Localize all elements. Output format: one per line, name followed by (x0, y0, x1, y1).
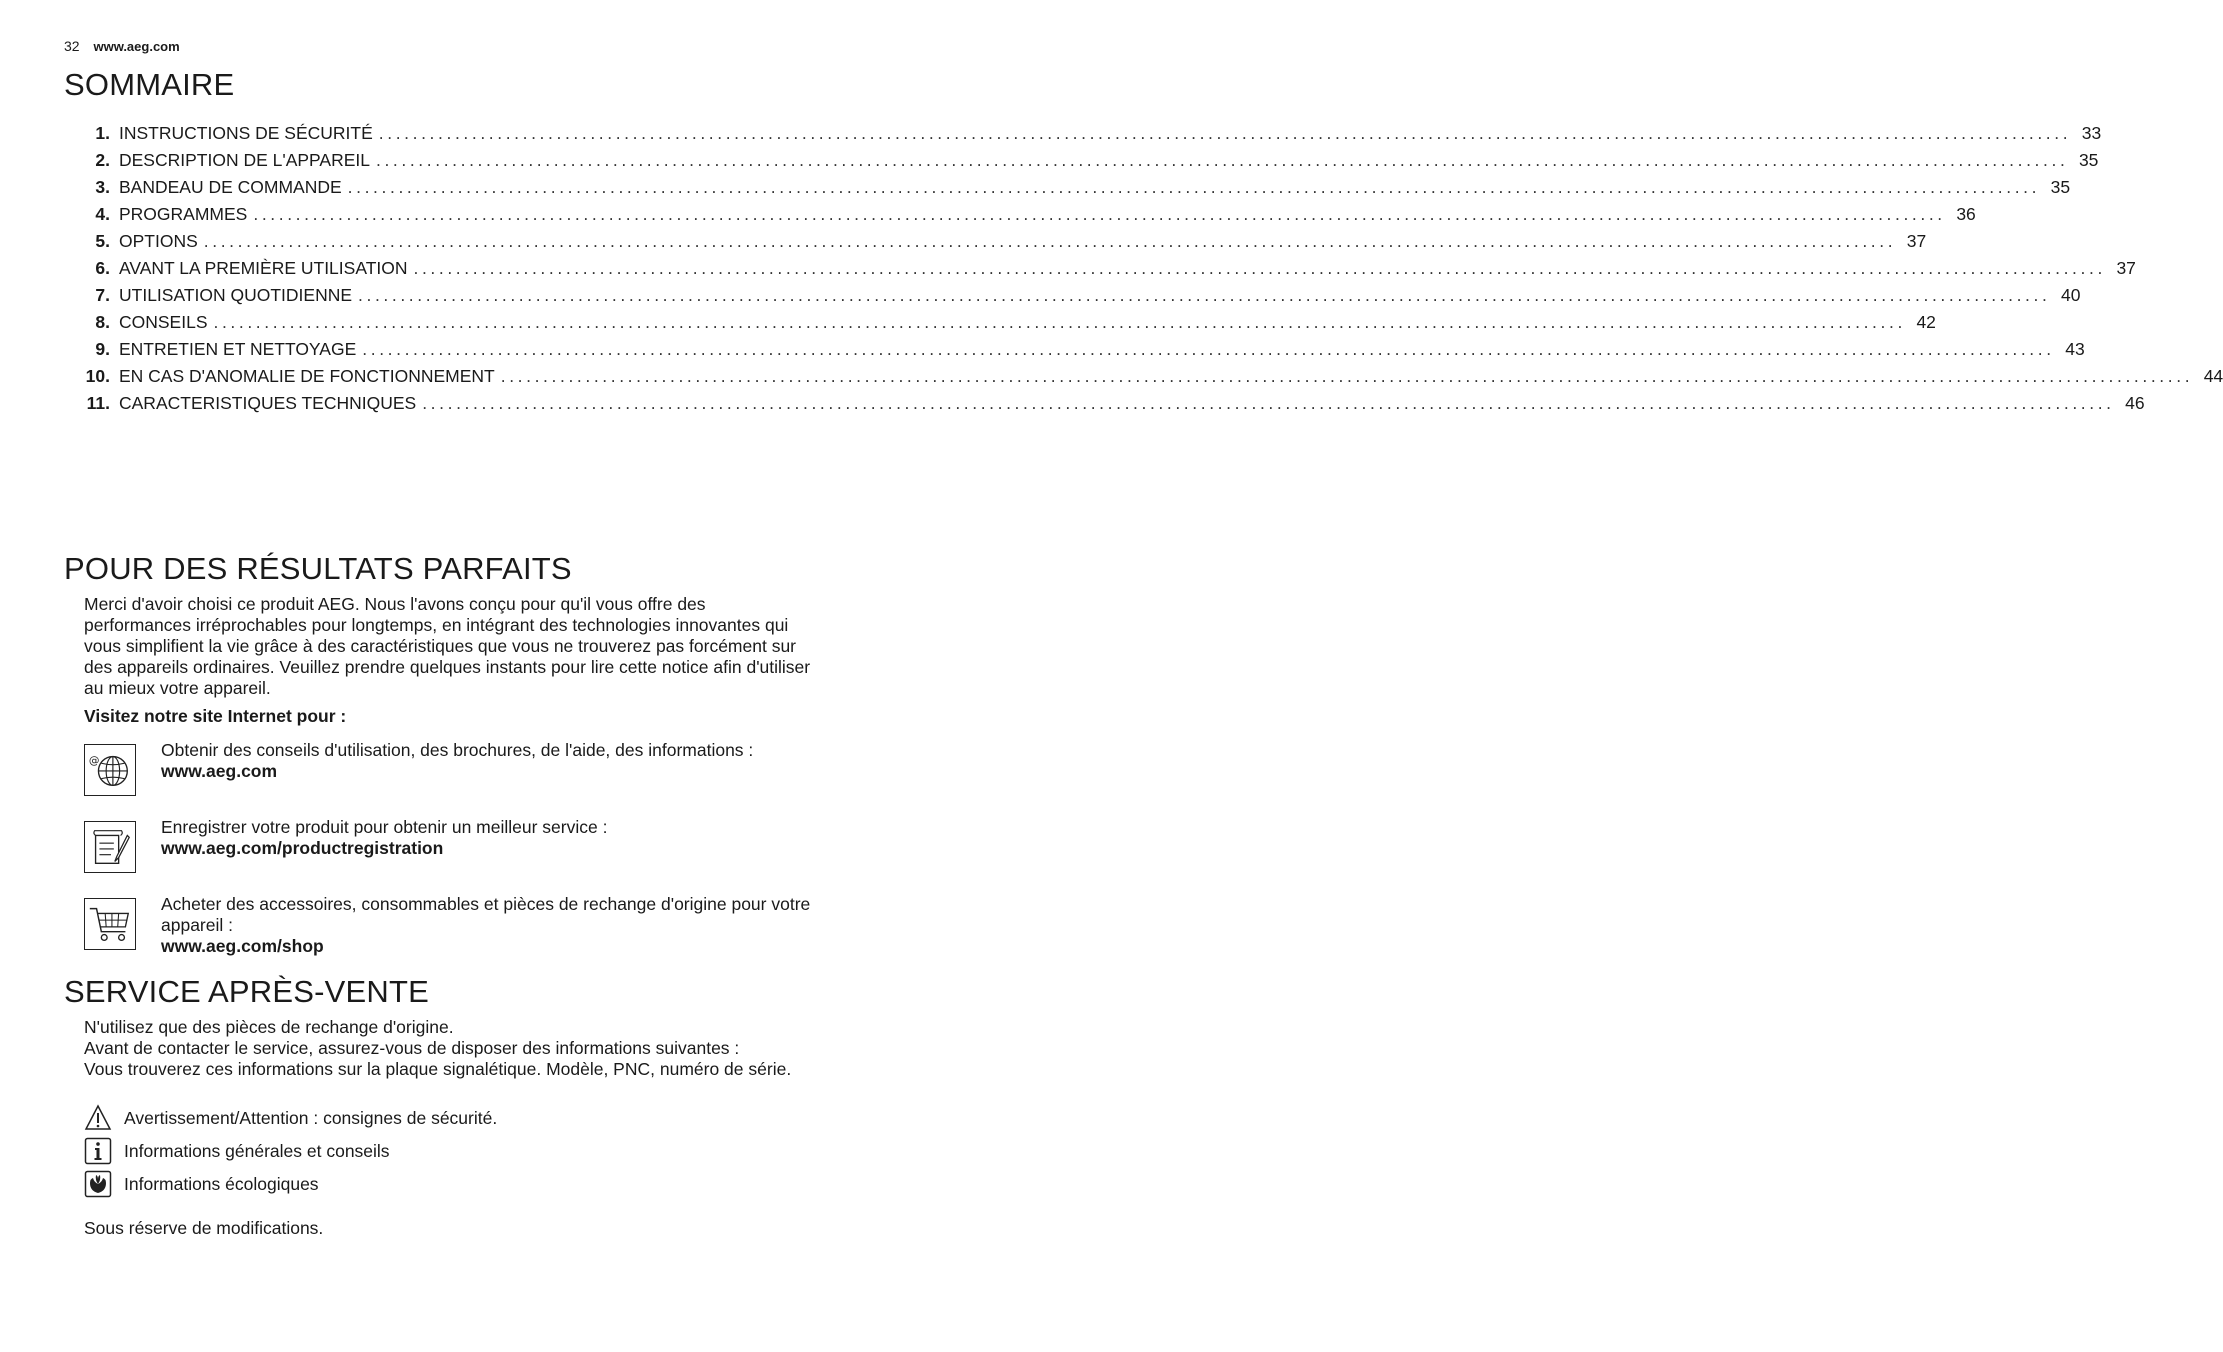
toc-title: BANDEAU DE COMMANDE (119, 177, 342, 197)
toc-title: INSTRUCTIONS DE SÉCURITÉ (119, 123, 373, 143)
toc-number: 6. (95, 258, 110, 278)
toc-item[interactable] (64, 228, 1927, 255)
toc-page: 36 (1956, 204, 1976, 224)
shop-link[interactable]: www.aeg.com/shop (161, 936, 324, 956)
service-text-line: Acheter des accessoires, consommables et pièces de rechange d'origine pour votre (161, 894, 811, 914)
toc-page: 40 (2060, 285, 2081, 305)
service-line: N'utilisez que des pièces de rechange d'origine. (84, 1017, 454, 1037)
toc-title: OPTIONS (119, 231, 198, 251)
table-of-contents (64, 120, 2223, 417)
toc-number: 5. (95, 231, 110, 251)
header-site-link[interactable]: www.aeg.com (93, 39, 180, 54)
toc-title: ENTRETIEN ET NETTOYAGE (119, 339, 357, 359)
toc-item[interactable] (64, 201, 1976, 228)
toc-leader: ........................................................................................................................................................................................................ (378, 123, 2072, 143)
toc-number: 1. (95, 123, 110, 143)
intro-paragraph (84, 594, 899, 699)
toc-title: PROGRAMMES (119, 204, 248, 224)
shopping-cart-icon (84, 898, 136, 950)
toc-title: EN CAS D'ANOMALIE DE FONCTIONNEMENT (119, 366, 495, 386)
toc-number: 11. (86, 393, 110, 413)
legend-text: Informations écologiques (124, 1174, 319, 1194)
support-link[interactable]: www.aeg.com (161, 761, 278, 781)
toc-item[interactable] (64, 363, 2223, 390)
service-paragraph (84, 1017, 899, 1080)
service-text-line: appareil : (161, 915, 233, 935)
registration-form-icon (84, 821, 136, 873)
toc-number: 10. (85, 366, 110, 386)
toc-item[interactable] (64, 309, 1936, 336)
toc-leader: ........................................................................................................................................................................................................ (358, 285, 2051, 305)
eco-leaf-icon (84, 1170, 112, 1198)
toc-title: DESCRIPTION DE L'APPAREIL (119, 150, 370, 170)
toc-page: 43 (2065, 339, 2085, 359)
toc-leader: ........................................................................................................................................................................................................ (253, 204, 1946, 224)
service-description (161, 740, 901, 782)
toc-leader: ........................................................................................................................................................................................................ (213, 312, 1906, 332)
toc-number: 3. (95, 177, 110, 197)
toc-leader: ........................................................................................................................................................................................................ (500, 366, 2194, 386)
toc-page: 42 (1916, 312, 1936, 332)
legend-text: Informations générales et conseils (124, 1141, 390, 1161)
visit-label: Visitez notre site Internet pour : (84, 706, 347, 726)
toc-title: CONSEILS (119, 312, 208, 332)
service-text-line: Enregistrer votre produit pour obtenir un meilleur service : (161, 817, 608, 837)
toc-item[interactable] (64, 390, 2145, 417)
toc-number: 2. (95, 150, 110, 170)
toc-item[interactable] (64, 120, 2102, 147)
toc-item[interactable] (64, 174, 2071, 201)
svg-text:@: @ (88, 755, 100, 768)
registration-link[interactable]: www.aeg.com/productregistration (161, 838, 444, 858)
toc-leader: ........................................................................................................................................................................................................ (203, 231, 1897, 251)
toc-title: CARACTERISTIQUES TECHNIQUES (119, 393, 417, 413)
intro-line: des appareils ordinaires. Veuillez prendre quelques instants pour lire cette notice afin d'utiliser (84, 657, 811, 677)
service-description (161, 817, 901, 859)
toc-number: 7. (95, 285, 110, 305)
resultats-heading: POUR DES RÉSULTATS PARFAITS (64, 551, 572, 586)
toc-leader: ........................................................................................................................................................................................................ (347, 177, 2041, 197)
intro-line: performances irréprochables pour longtemps, en intégrant des technologies innovantes qui (84, 615, 789, 635)
toc-page: 44 (2203, 366, 2223, 386)
toc-title: UTILISATION QUOTIDIENNE (119, 285, 353, 305)
service-line: Avant de contacter le service, assurez-vous de disposer des informations suivantes : (84, 1038, 740, 1058)
toc-number: 4. (95, 204, 110, 224)
toc-title: AVANT LA PREMIÈRE UTILISATION (119, 258, 408, 278)
page-number: 32 (64, 38, 80, 54)
toc-number: 9. (95, 339, 110, 359)
info-icon (84, 1137, 112, 1165)
legend-text: Avertissement/Attention : consignes de sécurité. (124, 1108, 498, 1128)
toc-page: 46 (2125, 393, 2145, 413)
toc-page: 37 (2116, 258, 2136, 278)
toc-leader: ........................................................................................................................................................................................................ (376, 150, 2069, 170)
page-header (64, 38, 180, 54)
footer-note: Sous réserve de modifications. (84, 1218, 324, 1238)
service-text-line: Obtenir des conseils d'utilisation, des brochures, de l'aide, des informations : (161, 740, 754, 760)
intro-line: au mieux votre appareil. (84, 678, 271, 698)
toc-page: 35 (2050, 177, 2071, 197)
toc-number: 8. (95, 312, 110, 332)
toc-page: 33 (2081, 123, 2102, 143)
toc-item[interactable] (64, 336, 2085, 363)
intro-line: Merci d'avoir choisi ce produit AEG. Nous l'avons conçu pour qu'il vous offre des (84, 594, 706, 614)
intro-line: vous simplifient la vie grâce à des caractéristiques que vous ne trouverez pas forcément sur (84, 636, 797, 656)
toc-leader: ........................................................................................................................................................................................................ (362, 339, 2055, 359)
toc-item[interactable] (64, 282, 2081, 309)
toc-item[interactable] (64, 147, 2099, 174)
service-line: Vous trouverez ces informations sur la plaque signalétique. Modèle, PNC, numéro de série. (84, 1059, 792, 1079)
globe-icon (84, 744, 136, 796)
service-heading: SERVICE APRÈS-VENTE (64, 974, 430, 1009)
toc-item[interactable] (64, 255, 2136, 282)
warning-triangle-icon (84, 1104, 112, 1132)
toc-page: 35 (2078, 150, 2099, 170)
toc-leader: ........................................................................................................................................................................................................ (413, 258, 2106, 278)
toc-page: 37 (1906, 231, 1927, 251)
toc-leader: ........................................................................................................................................................................................................ (422, 393, 2115, 413)
service-description (161, 894, 901, 957)
sommaire-heading: SOMMAIRE (64, 67, 235, 102)
